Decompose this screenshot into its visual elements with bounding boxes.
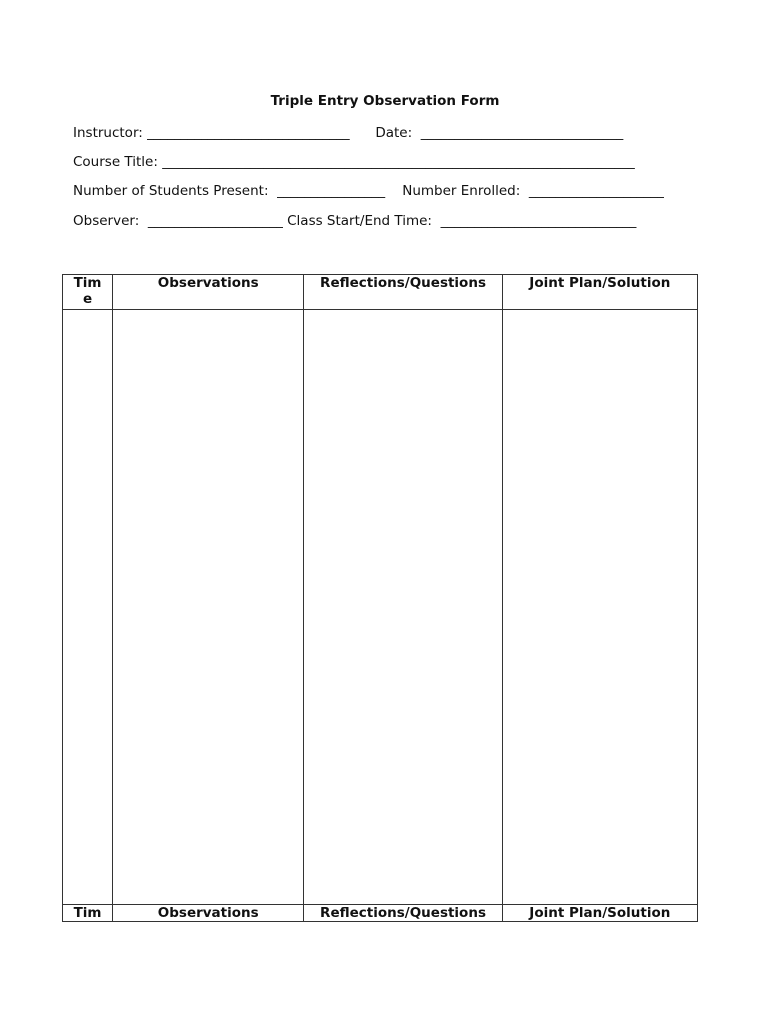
header-time: Time bbox=[63, 275, 113, 310]
header-joint-plan: Joint Plan/Solution bbox=[502, 275, 697, 310]
footer-joint-plan: Joint Plan/Solution bbox=[502, 905, 697, 922]
table-header-row bbox=[63, 275, 698, 310]
cell-reflections-entry bbox=[304, 310, 502, 905]
header-reflections: Reflections/Questions bbox=[304, 275, 502, 310]
footer-time: Tim bbox=[63, 905, 113, 922]
instructor-date-line: Instructor: ______________________________ Date: ______________________________ bbox=[73, 125, 624, 141]
course-title-line: Course Title: ______________________________________________________________________ bbox=[73, 154, 635, 170]
observer-time-line: Observer: ____________________ Class Start/End Time: _____________________________ bbox=[73, 213, 637, 229]
footer-observations: Observations bbox=[113, 905, 304, 922]
form-title: Triple Entry Observation Form bbox=[270, 93, 500, 109]
table-repeat-header-row bbox=[63, 905, 698, 922]
table-body-row bbox=[63, 310, 698, 905]
students-enrolled-line: Number of Students Present: ________________ Number Enrolled: ____________________ bbox=[73, 183, 664, 199]
observation-table bbox=[62, 274, 698, 922]
cell-observations-entry bbox=[113, 310, 304, 905]
header-observations: Observations bbox=[113, 275, 304, 310]
footer-reflections: Reflections/Questions bbox=[304, 905, 502, 922]
cell-joint-plan-entry bbox=[502, 310, 697, 905]
cell-time-entry bbox=[63, 310, 113, 905]
